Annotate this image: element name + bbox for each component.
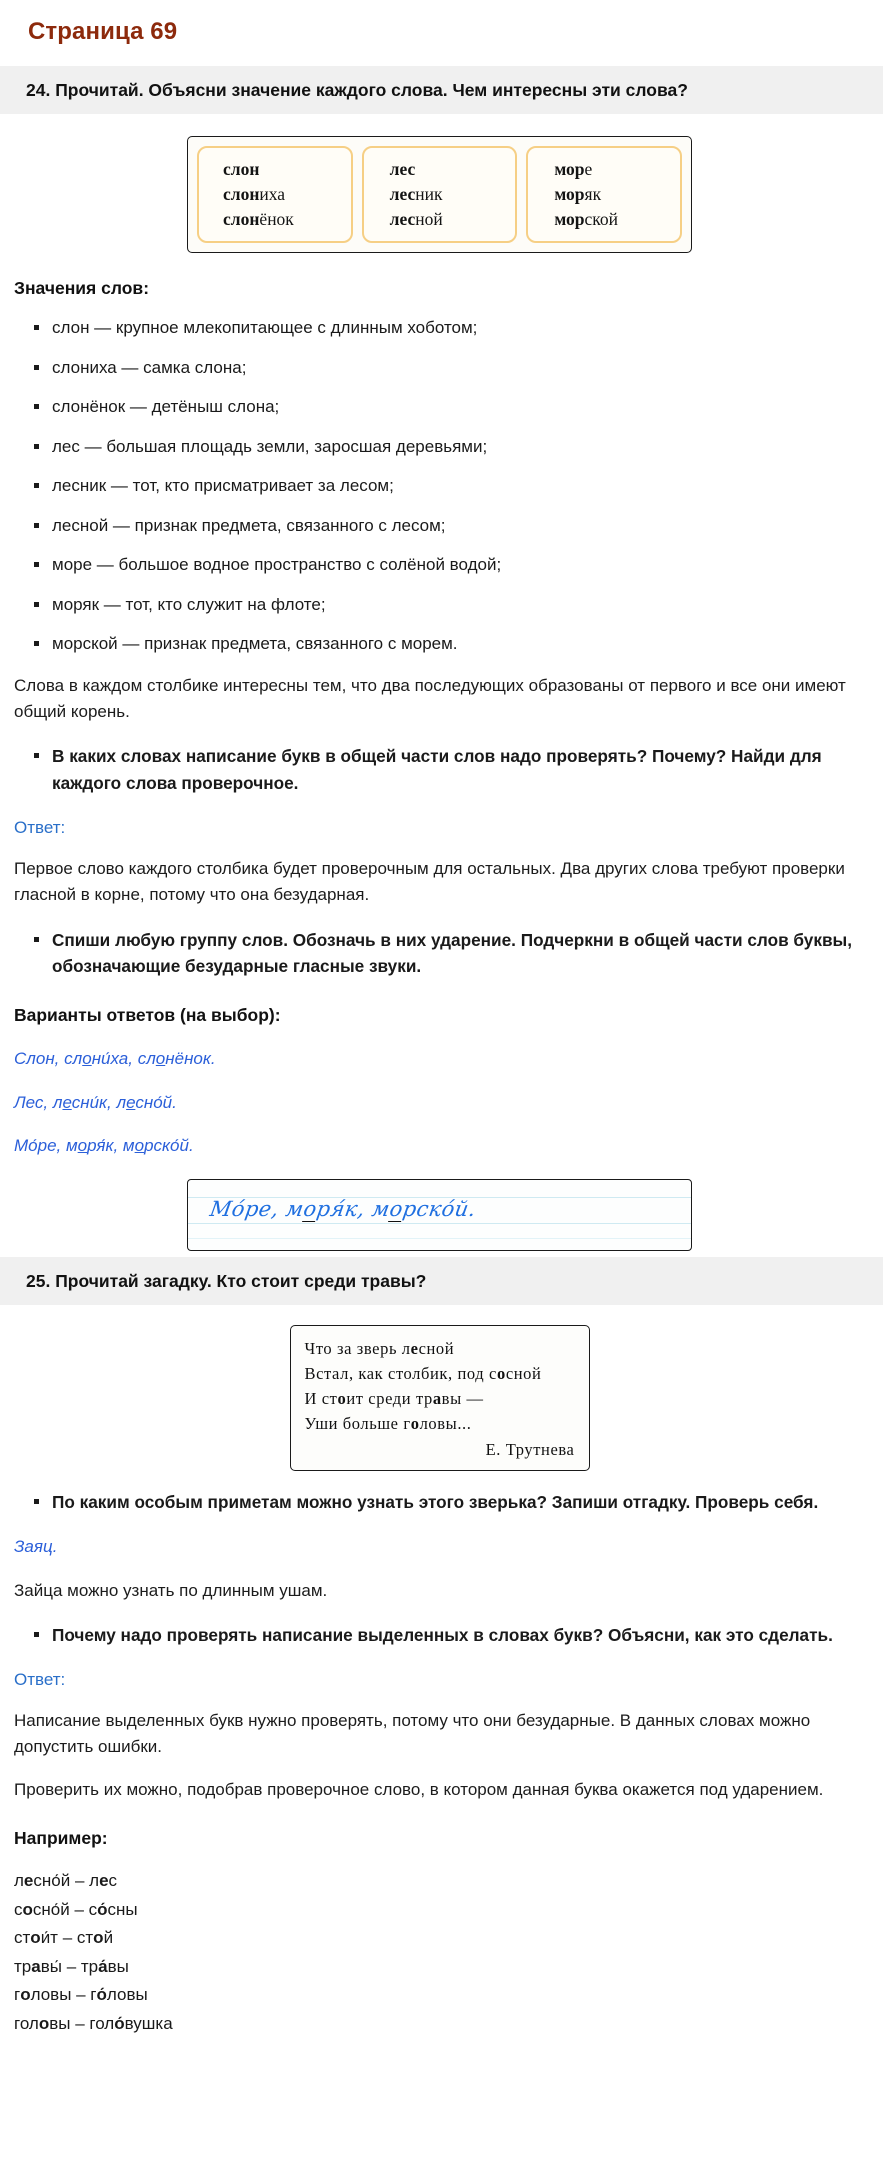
text-run: Встал, как столбик, под с	[304, 1364, 497, 1384]
text-run: вушка	[124, 2014, 173, 2034]
underlined-letter: о	[155, 1049, 166, 1069]
text-run: с	[108, 1871, 118, 1891]
highlighted-letter: а́	[98, 1956, 108, 1976]
word-suffix: е	[584, 159, 593, 180]
word-suffix: иха	[259, 184, 286, 205]
task-25-answer-p1: Написание выделенных букв нужно проверять, потому что они безударные. В данных словах можно допустить ошибки.	[14, 1711, 811, 1757]
text-run: ит среди тр	[346, 1389, 433, 1409]
text-run: сно́й – л	[33, 1871, 100, 1891]
rule-line	[188, 1238, 691, 1239]
highlighted-letter: а	[432, 1389, 442, 1409]
highlighted-letter: о	[496, 1364, 506, 1384]
highlighted-letter: о́	[97, 1899, 108, 1919]
text-run: вы —	[441, 1389, 484, 1409]
word-columns-box	[187, 136, 692, 253]
text-run: ловы...	[419, 1414, 472, 1434]
example-pair	[14, 1867, 865, 1895]
word-entry	[528, 182, 680, 207]
word-entry	[528, 157, 680, 182]
word-entry	[364, 207, 516, 232]
highlighted-letter: о	[410, 1414, 420, 1434]
word-suffix: ской	[584, 208, 619, 229]
text-run: сно́й – с	[32, 1899, 98, 1919]
highlighted-letter: а	[31, 1956, 41, 1976]
word-suffix: як	[584, 184, 602, 205]
text-run: й	[103, 1928, 114, 1948]
variant-line	[14, 1046, 865, 1072]
text-run: вы́ – тр	[40, 1956, 99, 1976]
highlighted-letter: о	[38, 2014, 50, 2034]
task-25-heading: 25. Прочитай загадку. Кто стоит среди травы?	[0, 1257, 883, 1305]
word-root: слон	[223, 159, 260, 180]
word-column-2	[362, 146, 518, 243]
riddle-line	[305, 1336, 575, 1361]
text-run: вы – гол	[49, 2014, 115, 2034]
riddle-line	[305, 1386, 575, 1411]
text-run: Что за зверь л	[304, 1339, 411, 1359]
task-24-question-2: Спиши любую группу слов. Обозначь в них ударение. Подчеркни в общей части слов буквы, обозначающие безударные гласные звуки.	[34, 927, 865, 980]
text-run: сной	[418, 1339, 455, 1359]
text-run: с	[14, 1899, 23, 1919]
text-run: сно́й.	[135, 1092, 177, 1112]
underlined-letter: е	[62, 1092, 72, 1112]
meaning-item: моряк — тот, кто служит на флоте;	[34, 592, 865, 618]
highlighted-letter: о́	[114, 2014, 125, 2034]
meaning-item: лес — большая площадь земли, заросшая деревьями;	[34, 434, 865, 460]
example-pair	[14, 1953, 865, 1981]
word-root: лес	[389, 184, 416, 205]
text-run: ни́ха, сл	[91, 1049, 156, 1069]
word-column-1	[197, 146, 353, 243]
text-run: Слон, сл	[14, 1049, 83, 1069]
task-24-heading: 24. Прочитай. Объясни значение каждого слова. Чем интересны эти слова?	[0, 66, 883, 114]
underlined-letter: о	[301, 1196, 319, 1221]
text-run: ловы	[106, 1985, 148, 2005]
riddle-lines	[305, 1336, 575, 1436]
text-run: Уши больше г	[304, 1414, 411, 1434]
meaning-item: морской — признак предмета, связанного с морем.	[34, 631, 865, 657]
word-entry	[199, 182, 351, 207]
highlighted-letter: е	[23, 1871, 34, 1891]
text-run: Мо́ре, м	[208, 1196, 306, 1221]
task-24-question-1: В каких словах написание букв в общей части слов надо проверять? Почему? Найди для каждого слова проверочное.	[34, 743, 865, 796]
text-run: г	[14, 1985, 21, 2005]
variant-line	[14, 1090, 865, 1116]
word-root: слон	[223, 208, 260, 229]
underlined-letter: о	[77, 1136, 88, 1156]
word-root: лес	[389, 159, 416, 180]
word-root: слон	[223, 184, 260, 205]
task-25-question-2-list	[14, 1622, 865, 1649]
text-run: сной	[505, 1364, 542, 1384]
underlined-letter: о	[82, 1049, 92, 1069]
word-suffix: ёнок	[259, 208, 294, 229]
text-run: и́т – ст	[40, 1928, 94, 1948]
meaning-item: слон — крупное млекопитающее с длинным хоботом;	[34, 315, 865, 341]
task-25-question-1: По каким особым приметам можно узнать этого зверька? Запиши отгадку. Проверь себя.	[34, 1489, 865, 1516]
task-24-summary: Слова в каждом столбике интересны тем, что два последующих образованы от первого и все они имеют общий корень.	[14, 675, 846, 721]
riddle-answer: Заяц.	[14, 1537, 58, 1557]
text-run: ловы – г	[30, 1985, 97, 2005]
example-pair	[14, 1981, 865, 2009]
meaning-item: море — большое водное пространство с солёной водой;	[34, 552, 865, 578]
meaning-item: слониха — самка слона;	[34, 355, 865, 381]
word-entry	[199, 157, 351, 182]
text-run: тр	[14, 1956, 32, 1976]
highlighted-letter: о	[22, 1899, 33, 1919]
word-entry	[199, 207, 351, 232]
word-root: мор	[554, 159, 585, 180]
text-run: л	[14, 1871, 24, 1891]
word-root: мор	[554, 208, 585, 229]
highlighted-letter: о	[93, 1928, 104, 1948]
riddle-answer-note: Зайца можно узнать по длинным ушам.	[14, 1580, 328, 1600]
text-run: нёнок.	[165, 1049, 216, 1069]
highlighted-letter: е	[99, 1871, 109, 1891]
highlighted-letter: о	[337, 1389, 347, 1409]
task-24-answer-label: Ответ:	[14, 817, 66, 837]
meanings-heading: Значения слов:	[14, 277, 150, 298]
word-suffix: ник	[415, 184, 443, 205]
example-pair	[14, 1896, 865, 1924]
example-pair	[14, 2010, 865, 2038]
task-25-question-1-list	[14, 1489, 865, 1516]
text-run: сны	[107, 1899, 138, 1919]
handwriting-box	[187, 1179, 692, 1251]
underlined-letter: о	[134, 1136, 145, 1156]
examples-list	[14, 1867, 865, 2037]
variant-line	[14, 1133, 865, 1159]
word-entry	[364, 182, 516, 207]
task-24-content	[0, 136, 883, 1251]
text-run: ст	[14, 1928, 31, 1948]
riddle-author: Е. Трутнева	[485, 1440, 575, 1460]
text-run: Лес, л	[14, 1092, 63, 1112]
meaning-item: слонёнок — детёныш слона;	[34, 394, 865, 420]
text-run: вы	[107, 1956, 129, 1976]
underlined-letter: о	[387, 1196, 405, 1221]
handwriting-text	[208, 1194, 479, 1226]
meanings-list	[14, 315, 865, 657]
variants-heading: Варианты ответов (на выбор):	[14, 1005, 281, 1026]
underlined-letter: е	[126, 1092, 136, 1112]
text-run: ря́к, м	[314, 1196, 392, 1221]
task-25-answer-label: Ответ:	[14, 1669, 66, 1689]
meaning-item: лесник — тот, кто присматривает за лесом;	[34, 473, 865, 499]
highlighted-letter: о	[20, 1985, 31, 2005]
task-24-answer-1: Первое слово каждого столбика будет проверочным для остальных. Два других слова требуют проверки гласной в корне, потому что она безударная.	[14, 859, 845, 905]
meaning-item: лесной — признак предмета, связанного с лесом;	[34, 513, 865, 539]
example-pair	[14, 1924, 865, 1952]
word-column-3	[526, 146, 682, 243]
task-25-answer-p2: Проверить их можно, подобрав проверочное слово, в котором данная буква окажется под ударением.	[14, 1779, 824, 1799]
highlighted-letter: о́	[96, 1985, 107, 2005]
variants-list	[14, 1046, 865, 1159]
text-run: рско́й.	[144, 1136, 194, 1156]
word-entry	[528, 207, 680, 232]
task-25-question-2: Почему надо проверять написание выделенных в словах букв? Объясни, как это сделать.	[34, 1622, 865, 1649]
word-root: лес	[389, 208, 416, 229]
highlighted-letter: е	[410, 1339, 419, 1359]
task-24-question-2-list	[14, 927, 865, 980]
word-entry	[364, 157, 516, 182]
text-run: сни́к, л	[71, 1092, 127, 1112]
task-25-content	[0, 1325, 883, 2038]
text-run: Мо́ре, м	[14, 1136, 78, 1156]
text-run: гол	[14, 2014, 39, 2034]
text-run: ря́к, м	[87, 1136, 135, 1156]
riddle-line	[305, 1411, 575, 1436]
task-24-question-1-list	[14, 743, 865, 796]
riddle-box	[290, 1325, 590, 1471]
word-suffix: ной	[415, 208, 443, 229]
page-title: Страница 69	[28, 18, 178, 45]
riddle-line	[305, 1361, 575, 1386]
word-root: мор	[554, 184, 585, 205]
text-run: рско́й.	[400, 1196, 478, 1221]
text-run: И ст	[304, 1389, 338, 1409]
examples-heading: Например:	[14, 1828, 108, 1849]
highlighted-letter: о	[30, 1928, 41, 1948]
